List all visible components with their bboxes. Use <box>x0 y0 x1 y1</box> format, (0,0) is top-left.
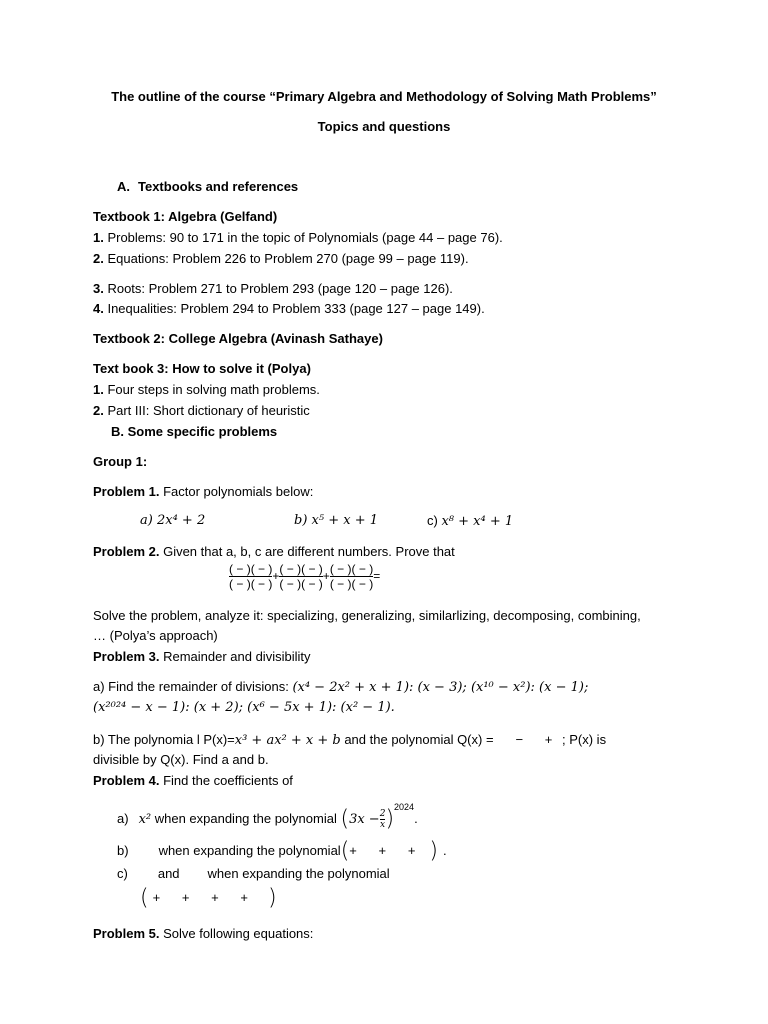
fraction-3: $\frac{( - )( - )}{( - )( - )}$ <box>329 562 374 591</box>
problem-text: Factor polynomials below: <box>159 484 314 499</box>
math-variable: x² <box>138 812 152 827</box>
item-number: 1. <box>93 230 104 245</box>
problem-4-statement <box>93 772 293 790</box>
part-text: when expanding the polynomial <box>151 811 341 826</box>
problem-2-identity <box>229 562 380 602</box>
textbook1-item-3 <box>93 280 453 298</box>
problem-text: Remainder and divisibility <box>159 649 311 664</box>
textbook2-heading: Textbook 2: College Algebra (Avinash Sathaye) <box>93 331 383 346</box>
item-text: Inequalities: Problem 294 to Problem 333 (page 127 – page 149). <box>103 301 485 316</box>
problem-5-statement <box>93 925 313 943</box>
textbook1-item-1 <box>93 229 503 247</box>
fraction-1: $\frac{( - )( - )}{( - )( - )}$ <box>229 562 273 591</box>
course-title: The outline of the course “Primary Algebra and Methodology of Solving Math Problems” <box>111 89 657 104</box>
math-operators: + + + + <box>152 890 248 905</box>
part-label: b) <box>117 843 129 858</box>
math-expression: 3x − <box>349 812 380 827</box>
problem-3a-line1 <box>93 678 588 697</box>
problem-3b-line2: divisible by Q(x). Find a and b. <box>93 752 269 767</box>
textbook1-item-2 <box>93 250 469 268</box>
math-expression: (x⁴ − 2x² + x + 1): (x − 3); (x¹⁰ − x²): (x − 1); <box>292 680 589 695</box>
problem-1b <box>294 512 378 530</box>
item-text: Four steps in solving math problems. <box>103 382 320 397</box>
part-label: c) <box>117 866 128 881</box>
part-label: b) <box>294 513 308 528</box>
problem-text: Find the coefficients of <box>159 773 293 788</box>
problem-label: Problem 3. <box>93 649 160 664</box>
item-text: Equations: Problem 226 to Problem 270 (page 99 – page 119). <box>103 251 469 266</box>
part-text: b) The polynomia l P(x)= <box>93 732 235 747</box>
plus-sign: + <box>322 568 330 583</box>
problem-4a: a) x² when expanding the polynomial (3x − $\frac{2}{x}$ )$^{2024}$. <box>117 801 418 832</box>
problem-1c <box>427 512 513 531</box>
textbook3-item-2 <box>93 402 310 420</box>
problem-label: Problem 1. <box>93 484 160 499</box>
part-text: when expanding the polynomial <box>158 843 341 858</box>
textbook1-heading: Textbook 1: Algebra (Gelfand) <box>93 209 278 224</box>
problem-4b: b) when expanding the polynomial(+ + + ) . <box>117 838 447 864</box>
part-label: a) <box>140 513 153 528</box>
textbook3-heading: Text book 3: How to solve it (Polya) <box>93 361 311 376</box>
section-a-heading <box>117 178 298 196</box>
math-expression: x⁸ + x⁴ + 1 <box>441 514 514 529</box>
section-a-text: Textbooks and references <box>138 179 299 194</box>
math-expression: x³ + ax² + x + b <box>234 733 341 748</box>
group-1-heading: Group 1: <box>93 454 148 469</box>
item-number: 4. <box>93 301 104 316</box>
problem-1-statement <box>93 483 313 501</box>
item-number: 1. <box>93 382 104 397</box>
problem-label: Problem 4. <box>93 773 160 788</box>
item-number: 3. <box>93 281 104 296</box>
textbook1-item-4 <box>93 300 485 318</box>
item-number: 2. <box>93 403 104 418</box>
math-operators: + + + <box>349 843 416 858</box>
textbook3-item-1 <box>93 381 320 399</box>
problem-4c <box>117 865 390 883</box>
problem-label: Problem 5. <box>93 926 160 941</box>
problem-3-statement <box>93 648 310 666</box>
problem-2-analysis-line2: … (Polya’s approach) <box>93 628 218 643</box>
section-a-marker: A. <box>117 179 130 194</box>
item-text: Problems: 90 to 171 in the topic of Polynomials (page 44 – page 76). <box>103 230 503 245</box>
math-expression: x⁵ + x + 1 <box>311 513 379 528</box>
fraction-2: $\frac{( - )( - )}{( - )( - )}$ <box>279 562 323 591</box>
item-text: Roots: Problem 271 to Problem 293 (page 120 – page 126). <box>103 281 453 296</box>
item-number: 2. <box>93 251 104 266</box>
problem-2-analysis-line1: Solve the problem, analyze it: specializing, generalizing, similarlizing, decomposing, combining, <box>93 608 641 623</box>
problem-1a <box>140 512 205 530</box>
part-label: c) <box>427 513 438 528</box>
part-text: ; P(x) is <box>558 732 607 747</box>
problem-3b-line1 <box>93 731 606 750</box>
plus-sign: + <box>272 568 280 583</box>
part-label: a) <box>117 811 129 826</box>
part-text: and the polynomial Q(x) = <box>340 732 494 747</box>
problem-label: Problem 2. <box>93 544 160 559</box>
section-b-heading: B. Some specific problems <box>111 424 278 439</box>
part-text: a) Find the remainder of divisions: <box>93 679 293 694</box>
fraction: $\frac{2}{x}$ <box>379 809 386 831</box>
equals-sign: = <box>373 568 381 583</box>
problem-3a-line2: (x²⁰²⁴ − x − 1): (x + 2); (x⁶ − 5x + 1): (x² − 1). <box>93 700 395 715</box>
item-text: Part III: Short dictionary of heuristic <box>103 403 310 418</box>
math-operators: − + <box>515 732 553 747</box>
math-expression: 2x⁴ + 2 <box>156 513 206 528</box>
part-text: and <box>157 866 180 881</box>
problem-text: Solve following equations: <box>159 926 314 941</box>
problem-text: Given that a, b, c are different numbers. Prove that <box>159 544 455 559</box>
course-subtitle: Topics and questions <box>317 119 451 134</box>
part-text: when expanding the polynomial <box>207 866 390 881</box>
exponent: 2024 <box>394 801 415 812</box>
problem-2-statement <box>93 543 455 561</box>
problem-4c-polynomial: ( + + + + ) <box>140 885 277 911</box>
